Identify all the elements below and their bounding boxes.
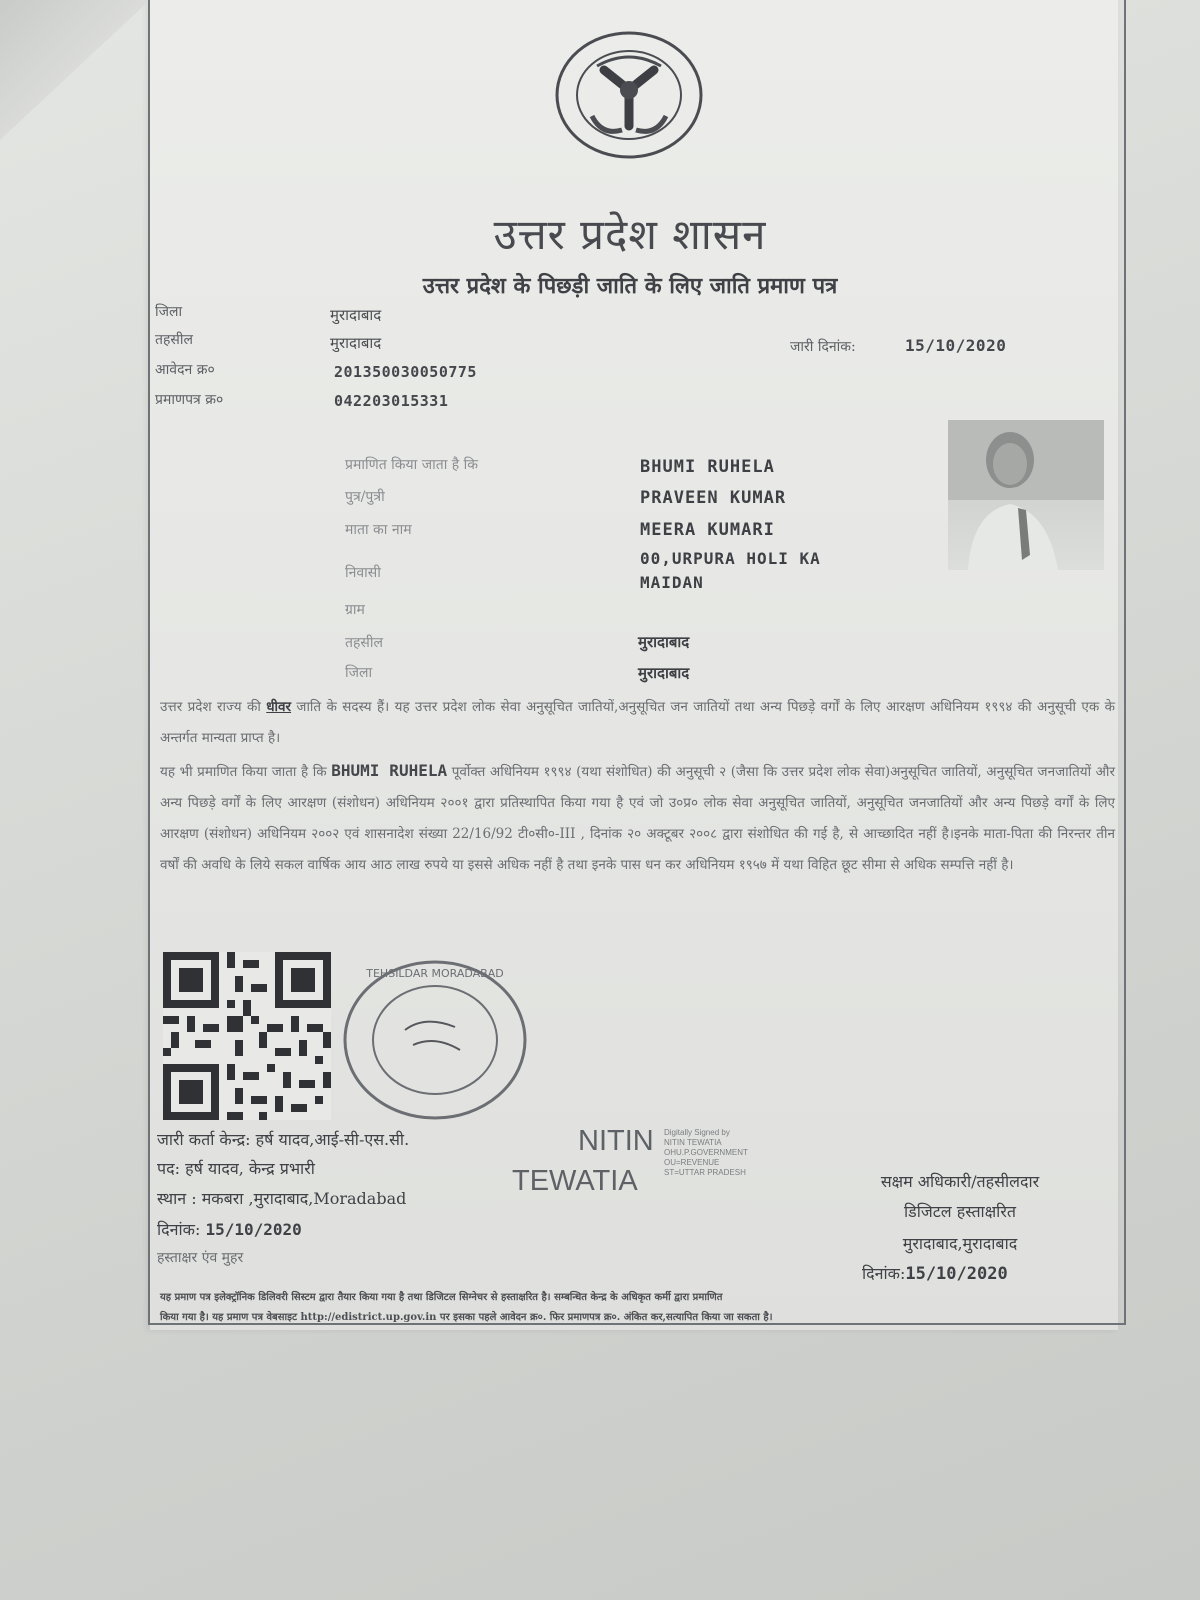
- signer-name-line-1: NITIN: [578, 1125, 654, 1157]
- document-title: उत्तर प्रदेश शासन: [493, 210, 767, 259]
- village-label: ग्राम: [345, 602, 365, 618]
- up-emblem-icon: [552, 28, 706, 162]
- person-tehsil-label: तहसील: [345, 635, 383, 651]
- district-value: मुरादाबाद: [330, 306, 382, 324]
- mother-label: माता का नाम: [345, 522, 412, 538]
- person-tehsil-value: मुरादाबाद: [638, 633, 690, 651]
- qr-code[interactable]: [163, 952, 331, 1120]
- certificate-number-label: प्रमाणपत्र क्र०: [155, 392, 224, 408]
- issuer-date-value: 15/10/2020: [205, 1220, 302, 1239]
- parent-label: पुत्र/पुत्री: [345, 489, 385, 505]
- para2-intro: यह भी प्रमाणित किया जाता है कि: [160, 764, 327, 780]
- issuing-center: [157, 1128, 409, 1150]
- footer-note: [160, 1288, 1118, 1328]
- applicant-photo: [948, 420, 1104, 570]
- application-number: 201350030050775: [334, 363, 477, 381]
- issue-date: 15/10/2020: [905, 336, 1007, 355]
- person-name: BHUMI RUHELA: [640, 457, 775, 477]
- issuer-place: [157, 1187, 406, 1209]
- issuer-date: [157, 1218, 302, 1240]
- document-subtitle: उत्तर प्रदेश के पिछड़ी जाति के लिए जाति प्रमाण पत्र: [422, 273, 838, 299]
- mother-name: MEERA KUMARI: [640, 520, 775, 540]
- authority-date: [862, 1262, 1008, 1284]
- certificate-number: 042203015331: [334, 392, 449, 410]
- address-line-1: 00,URPURA HOLI KA: [640, 549, 821, 568]
- tehsildar-seal-stamp: [335, 955, 535, 1125]
- tehsil-value: मुरादाबाद: [330, 334, 382, 352]
- para1-intro: उत्तर प्रदेश राज्य की: [160, 699, 261, 715]
- tehsil-label: तहसील: [155, 332, 193, 348]
- issuer-date-label: दिनांक:: [157, 1220, 201, 1239]
- digital-signature-detail-1: Digitally Signed by: [664, 1128, 730, 1137]
- body-paragraph-2: [160, 755, 1115, 881]
- father-name: PRAVEEN KUMAR: [640, 488, 787, 508]
- issuer-post: [157, 1157, 315, 1179]
- para1-rest: जाति के सदस्य हैं। यह उत्तर प्रदेश लोक सेवा अनुसूचित जातियों,अनुसूचित जन जातियों तथा अन्य पिछड़े वर्गों के लिए आरक्षण अधिनियम १९९४ की अनुसूची एक के अन्तर्गत मान्यता प्राप्त है।: [160, 699, 1115, 746]
- issuer-post-value: हर्ष यादव, केन्द्र प्रभारी: [185, 1159, 315, 1178]
- issuer-place-label: स्थान :: [157, 1189, 197, 1208]
- issuer-post-label: पद:: [157, 1159, 180, 1178]
- district-label: जिला: [155, 304, 183, 320]
- issuing-center-value: हर्ष यादव,आई-सी-एस.सी.: [255, 1130, 410, 1149]
- footer-line-2: किया गया है। यह प्रमाण पत्र वेबसाइट http://edistrict.up.gov.in पर इसका पहले आवेदन क्र०. फिर प्रमाणपत्र क्र०. अंकित कर,सत्यापित किया जा सकता है।: [160, 1312, 773, 1323]
- issuing-center-label: जारी कर्ता केन्द्र:: [157, 1130, 251, 1149]
- seal-text: TEHSILDAR MORADABAD: [366, 967, 504, 980]
- issuer-place-value: मकबरा ,मुरादाबाद,Moradabad: [201, 1189, 407, 1208]
- issue-date-label: जारी दिनांक:: [790, 339, 856, 355]
- authority-date-value: 15/10/2020: [905, 1264, 1008, 1284]
- para2-rest: पूर्वोक्त अधिनियम १९९४ (यथा संशोधित) की अनुसूची २ (जैसा कि उत्तर प्रदेश लोक सेवा)अनुसूचित जातियों, अनुसूचित जनजातियों और अन्य पिछड़े वर्गों के लिए आरक्षण (संशोधन) अधिनियम २००१ द्वारा प्रतिस्थापित किया गया है एवं जो उ०प्र० लोक सेवा अनुसूचित जातियों, अनुसूचित जनजातियों और अन्य पिछड़े वर्गों के लिए आरक्षण (संशोधन) अधिनियम २००२ एवं शासनादेश संख्या 22/16/92 टी०सी०-III , दिनांक २० अक्टूबर २००८ द्वारा संशोधित की गई है, से आच्छादित नहीं है।इनके माता-पिता की निरन्तर तीन वर्षों की अवधि के लिये सकल वार्षिक आय आठ लाख रुपये या इससे अधिक नहीं है तथा इनके पास धन कर अधिनियम १९५७ में यथा विहित छूट सीमा से अधिक सम्पत्ति नहीं है।: [160, 764, 1116, 873]
- digital-signature-detail-4: OU=REVENUE: [664, 1158, 720, 1167]
- application-number-label: आवेदन क्र०: [155, 362, 215, 378]
- signer-name-line-2: TEWATIA: [512, 1165, 638, 1197]
- footer-line-1: यह प्रमाण पत्र इलेक्ट्रॉनिक डिलिवरी सिस्टम द्वारा तैयार किया गया है तथा डिजिटल सिग्नेचर से हस्ताक्षरित है। सम्बन्धित केन्द्र के अधिकृत कर्मी द्वारा प्रमाणित: [160, 1292, 723, 1303]
- resident-label: निवासी: [345, 565, 381, 581]
- authority-location: मुरादाबाद,मुरादाबाद: [902, 1234, 1018, 1253]
- authority-title: सक्षम अधिकारी/तहसीलदार: [880, 1172, 1040, 1191]
- issuer-sign-label: हस्ताक्षर एंव मुहर: [157, 1250, 244, 1266]
- address-line-2: MAIDAN: [640, 573, 704, 592]
- digital-signature-detail-3: OHU.P.GOVERNMENT: [664, 1148, 748, 1157]
- authority-digital-signed: डिजिटल हस्ताक्षरित: [904, 1202, 1016, 1221]
- digital-signature-detail-2: NITIN TEWATIA: [664, 1138, 722, 1147]
- para2-person-name: BHUMI RUHELA: [331, 761, 448, 780]
- person-district-label: जिला: [345, 665, 373, 681]
- person-district-value: मुरादाबाद: [638, 664, 690, 682]
- certified-label: प्रमाणित किया जाता है कि: [345, 457, 479, 473]
- caste-name: धीवर: [266, 699, 292, 715]
- body-paragraph-1: [160, 692, 1115, 754]
- authority-date-label: दिनांक:: [862, 1264, 906, 1283]
- digital-signature-detail-5: ST=UTTAR PRADESH: [664, 1168, 746, 1177]
- digital-signature-details: [664, 1128, 748, 1178]
